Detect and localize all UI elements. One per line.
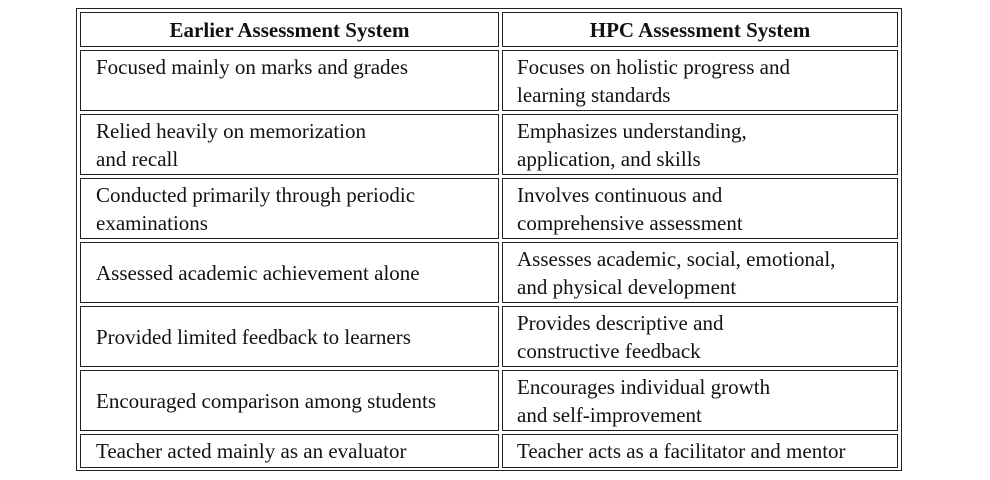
hpc-cell-row-7: Teacher acts as a facilitator and mentor bbox=[502, 434, 898, 468]
hpc-cell-row-4: Assesses academic, social, emotional, and physical development bbox=[502, 242, 898, 303]
header-hpc-system: HPC Assessment System bbox=[502, 12, 898, 47]
hpc-cell-row-2: Emphasizes understanding, application, and skills bbox=[502, 114, 898, 175]
comparison-table bbox=[76, 8, 902, 471]
earlier-cell-row-7: Teacher acted mainly as an evaluator bbox=[80, 434, 499, 468]
hpc-cell-row-5: Provides descriptive and constructive feedback bbox=[502, 306, 898, 367]
header-earlier-system: Earlier Assessment System bbox=[80, 12, 499, 47]
earlier-cell-row-3: Conducted primarily through periodic examinations bbox=[80, 178, 499, 239]
earlier-cell-row-5: Provided limited feedback to learners bbox=[80, 306, 499, 367]
hpc-cell-row-6: Encourages individual growth and self-improvement bbox=[502, 370, 898, 431]
earlier-cell-row-2: Relied heavily on memorization and recall bbox=[80, 114, 499, 175]
earlier-cell-row-6: Encouraged comparison among students bbox=[80, 370, 499, 431]
earlier-cell-row-4: Assessed academic achievement alone bbox=[80, 242, 499, 303]
hpc-cell-row-1: Focuses on holistic progress and learning standards bbox=[502, 50, 898, 111]
earlier-cell-row-1: Focused mainly on marks and grades bbox=[80, 50, 499, 111]
hpc-cell-row-3: Involves continuous and comprehensive assessment bbox=[502, 178, 898, 239]
